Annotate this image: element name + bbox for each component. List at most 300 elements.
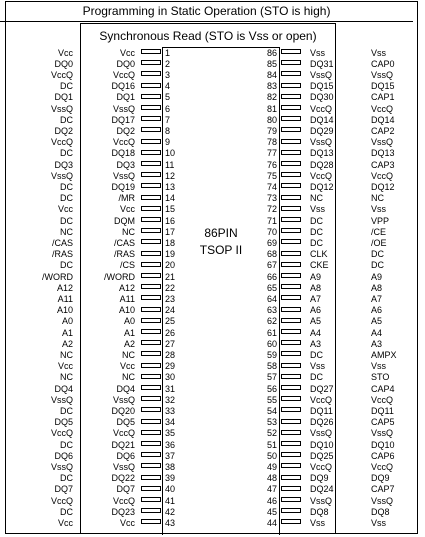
left-inner-label: DQ23 — [111, 506, 135, 517]
left-pin-number: 28 — [165, 349, 176, 360]
right-outer-label: /CE — [371, 226, 387, 237]
left-pin-lead — [141, 385, 161, 390]
right-pin-lead — [281, 83, 301, 88]
left-outer-label: A10 — [56, 305, 73, 316]
right-pin-lead — [281, 307, 301, 312]
right-pin-number: 67 — [266, 260, 277, 271]
right-pin-lead — [281, 329, 301, 334]
right-pin-number: 73 — [266, 193, 277, 204]
left-pin-number: 10 — [165, 148, 176, 159]
right-inner-label: A7 — [310, 293, 322, 304]
right-pin-number: 46 — [266, 495, 277, 506]
left-pin-lead — [141, 251, 161, 256]
left-inner-label: DQ7 — [116, 484, 135, 495]
right-pin-lead — [281, 486, 301, 491]
left-inner-label: NC — [122, 372, 135, 383]
right-inner-label: DC — [310, 226, 323, 237]
left-outer-label: VssQ — [50, 103, 73, 114]
right-pin-number: 65 — [266, 282, 277, 293]
right-pin-lead — [281, 363, 301, 368]
right-pin-number: 57 — [266, 372, 277, 383]
right-pin-number: 83 — [266, 81, 277, 92]
left-inner-label: /RAS — [113, 249, 135, 260]
right-outer-label: CAP1 — [371, 92, 395, 103]
left-pin-number: 36 — [165, 439, 176, 450]
right-outer-label: CAP6 — [371, 450, 395, 461]
left-pin-number: 3 — [165, 69, 171, 80]
right-inner-label: Vss — [310, 204, 326, 215]
right-pin-lead — [281, 239, 301, 244]
left-inner-label: VssQ — [112, 461, 135, 472]
right-pin-lead — [281, 183, 301, 188]
left-outer-label: DC — [60, 405, 73, 416]
left-inner-label: DQM — [114, 215, 135, 226]
right-outer-label: CAP2 — [371, 125, 395, 136]
left-inner-label: DQ22 — [111, 473, 135, 484]
left-pin-number: 13 — [165, 181, 176, 192]
left-outer-label: DQ1 — [54, 92, 73, 103]
left-pin-number: 24 — [165, 305, 176, 316]
left-pin-lead — [141, 262, 161, 267]
right-inner-label: VssQ — [310, 428, 333, 439]
left-pin-lead — [141, 60, 161, 65]
right-outer-label: STO — [371, 372, 390, 383]
right-outer-label: DQ14 — [371, 114, 395, 125]
left-outer-label: DQ6 — [54, 450, 73, 461]
right-inner-label: DQ12 — [310, 181, 334, 192]
left-outer-label: VssQ — [50, 461, 73, 472]
left-outer-label: /CAS — [51, 237, 73, 248]
right-inner-label: Vss — [310, 517, 326, 528]
left-inner-label: DQ5 — [116, 417, 135, 428]
left-pin-lead — [141, 183, 161, 188]
right-pin-lead — [281, 262, 301, 267]
left-pin-number: 37 — [165, 450, 176, 461]
right-pin-lead — [281, 284, 301, 289]
left-outer-label: DC — [60, 114, 73, 125]
left-pin-lead — [141, 396, 161, 401]
right-pin-number: 85 — [266, 58, 277, 69]
right-pin-number: 66 — [266, 271, 277, 282]
left-pin-lead — [141, 475, 161, 480]
right-pin-lead — [281, 497, 301, 502]
synchronous-read-title: Synchronous Read (STO is Vss or open) — [99, 29, 317, 43]
right-inner-label: CLK — [310, 249, 328, 260]
right-inner-label: VssQ — [310, 137, 333, 148]
right-inner-label: DQ9 — [310, 473, 329, 484]
right-outer-label: DQ15 — [371, 81, 395, 92]
right-inner-label: A5 — [310, 316, 322, 327]
right-outer-label: VssQ — [371, 137, 394, 148]
left-outer-label: DC — [60, 215, 73, 226]
right-inner-label: DQ15 — [310, 81, 334, 92]
left-inner-label: A10 — [118, 305, 135, 316]
right-inner-label: VccQ — [310, 394, 333, 405]
right-inner-label: DQ11 — [310, 405, 333, 416]
left-pin-lead — [141, 71, 161, 76]
right-pin-number: 62 — [266, 316, 277, 327]
left-outer-label: NC — [60, 349, 73, 360]
left-outer-label: DC — [60, 439, 73, 450]
left-pin-number: 23 — [165, 293, 176, 304]
left-pin-lead — [141, 94, 161, 99]
right-pin-lead — [281, 49, 301, 54]
right-inner-label: DQ13 — [310, 148, 334, 159]
right-pin-number: 58 — [266, 361, 277, 372]
right-pin-number: 75 — [266, 170, 277, 181]
right-inner-label: DQ26 — [310, 417, 334, 428]
right-inner-label: A4 — [310, 327, 322, 338]
right-pin-number: 51 — [266, 439, 277, 450]
right-pin-number: 52 — [266, 428, 277, 439]
left-pin-lead — [141, 139, 161, 144]
left-outer-label: Vcc — [57, 47, 73, 58]
left-pin-lead — [141, 318, 161, 323]
left-outer-label: NC — [60, 372, 73, 383]
left-pin-lead — [141, 83, 161, 88]
right-inner-label: DQ10 — [310, 439, 334, 450]
left-pin-lead — [141, 228, 161, 233]
right-pin-number: 45 — [266, 506, 277, 517]
right-pin-lead — [281, 228, 301, 233]
left-pin-lead — [141, 105, 161, 110]
diagram-title: Programming in Static Operation (STO is high) — [82, 4, 331, 18]
right-inner-label: DQ29 — [310, 125, 334, 136]
package-type: TSOP II — [199, 243, 243, 257]
left-pin-number: 31 — [165, 383, 176, 394]
left-outer-label: VccQ — [50, 428, 73, 439]
left-inner-label: A0 — [123, 316, 135, 327]
right-inner-label: VccQ — [310, 170, 333, 181]
right-pin-number: 53 — [266, 417, 277, 428]
right-pin-lead — [281, 351, 301, 356]
left-pin-lead — [141, 452, 161, 457]
right-outer-label: CAP0 — [371, 58, 395, 69]
right-pin-number: 68 — [266, 249, 277, 260]
right-outer-label: A7 — [371, 293, 383, 304]
right-outer-label: VPP — [371, 215, 390, 226]
right-inner-label: DC — [310, 237, 323, 248]
left-pin-lead — [141, 486, 161, 491]
right-outer-label: DQ9 — [371, 473, 390, 484]
right-inner-label: A6 — [310, 305, 322, 316]
right-pin-number: 60 — [266, 338, 277, 349]
right-pin-number: 49 — [266, 461, 277, 472]
left-pin-lead — [141, 161, 161, 166]
left-pin-number: 2 — [165, 58, 171, 69]
left-outer-label: A11 — [57, 293, 73, 304]
right-pin-number: 86 — [266, 47, 277, 58]
left-outer-label: DC — [60, 506, 73, 517]
left-outer-label: A12 — [56, 282, 73, 293]
left-outer-label: Vcc — [57, 204, 73, 215]
left-outer-label: A1 — [61, 327, 73, 338]
right-inner-label: DC — [310, 372, 323, 383]
right-inner-label: A8 — [310, 282, 322, 293]
left-inner-label: Vcc — [119, 204, 135, 215]
left-inner-label: Vcc — [119, 517, 135, 528]
left-inner-label: /CS — [119, 260, 135, 271]
left-inner-label: DQ1 — [116, 92, 135, 103]
left-inner-label: VssQ — [112, 103, 135, 114]
left-pin-lead — [141, 307, 161, 312]
right-pin-number: 56 — [266, 383, 277, 394]
left-inner-label: NC — [122, 226, 135, 237]
right-outer-label: Vss — [371, 361, 387, 372]
left-outer-label: /RAS — [51, 249, 73, 260]
right-outer-label: DQ13 — [371, 148, 395, 159]
left-inner-label: NC — [122, 349, 135, 360]
right-outer-label: A3 — [371, 338, 383, 349]
right-pin-lead — [281, 172, 301, 177]
right-outer-label: VccQ — [371, 103, 394, 114]
left-pin-lead — [141, 195, 161, 200]
right-pin-lead — [281, 139, 301, 144]
left-pin-number: 5 — [165, 92, 171, 103]
right-pin-number: 47 — [266, 484, 277, 495]
left-inner-label: DQ16 — [111, 81, 135, 92]
right-pin-lead — [281, 127, 301, 132]
left-pin-number: 41 — [165, 495, 176, 506]
right-inner-label: Vss — [310, 361, 326, 372]
right-inner-label: VccQ — [310, 461, 333, 472]
right-pin-lead — [281, 251, 301, 256]
right-outer-label: CAP7 — [371, 484, 395, 495]
right-inner-label: A3 — [310, 338, 322, 349]
left-outer-label: DQ2 — [54, 125, 73, 136]
left-pin-lead — [141, 273, 161, 278]
left-inner-label: DQ20 — [111, 405, 135, 416]
left-outer-label: VccQ — [50, 495, 73, 506]
right-pin-lead — [281, 94, 301, 99]
right-inner-label: DQ14 — [310, 114, 334, 125]
right-pin-lead — [281, 161, 301, 166]
left-pin-lead — [141, 172, 161, 177]
right-pin-number: 79 — [266, 125, 277, 136]
left-pin-number: 38 — [165, 461, 176, 472]
right-outer-label: DQ11 — [371, 405, 394, 416]
right-pin-lead — [281, 419, 301, 424]
right-outer-label: CAP3 — [371, 159, 395, 170]
right-pin-number: 44 — [266, 517, 277, 528]
left-pin-lead — [141, 430, 161, 435]
right-pin-lead — [281, 430, 301, 435]
right-outer-label: Vss — [371, 517, 387, 528]
right-pin-lead — [281, 195, 301, 200]
right-pin-number: 55 — [266, 394, 277, 405]
right-outer-label: NC — [371, 193, 384, 204]
left-outer-label: VssQ — [50, 170, 73, 181]
right-pin-number: 82 — [266, 92, 277, 103]
right-inner-label: VccQ — [310, 103, 333, 114]
right-inner-label: DQ28 — [310, 159, 334, 170]
left-inner-label: VssQ — [112, 170, 135, 181]
left-pin-lead — [141, 206, 161, 211]
left-pin-number: 29 — [165, 361, 176, 372]
right-pin-lead — [281, 508, 301, 513]
left-inner-label: DQ0 — [116, 58, 135, 69]
right-pin-lead — [281, 374, 301, 379]
left-pin-number: 35 — [165, 428, 176, 439]
right-outer-label: VssQ — [371, 69, 394, 80]
left-inner-label: A12 — [118, 282, 135, 293]
right-outer-label: Vss — [371, 204, 387, 215]
right-pin-number: 78 — [266, 137, 277, 148]
left-inner-label: Vcc — [119, 47, 135, 58]
right-inner-label: DQ27 — [310, 383, 334, 394]
title-divider — [0, 21, 413, 22]
right-pin-lead — [281, 396, 301, 401]
left-inner-label: VssQ — [112, 394, 135, 405]
right-pin-number: 81 — [266, 103, 277, 114]
right-inner-label: VssQ — [310, 69, 333, 80]
left-pin-number: 20 — [165, 260, 176, 271]
right-inner-label: DQ8 — [310, 506, 329, 517]
right-pin-lead — [281, 71, 301, 76]
left-outer-label: DC — [60, 181, 73, 192]
right-outer-label: DC — [371, 260, 384, 271]
left-inner-label: A11 — [119, 293, 135, 304]
left-pin-number: 18 — [165, 237, 176, 248]
right-pin-lead — [281, 217, 301, 222]
right-pin-lead — [281, 452, 301, 457]
right-pin-lead — [281, 385, 301, 390]
left-pin-number: 42 — [165, 506, 176, 517]
left-outer-label: DQ3 — [54, 159, 73, 170]
right-pin-number: 63 — [266, 305, 277, 316]
right-pin-number: 48 — [266, 473, 277, 484]
left-outer-label: DC — [60, 148, 73, 159]
left-inner-label: DQ17 — [111, 114, 135, 125]
left-pin-lead — [141, 351, 161, 356]
right-outer-label: VccQ — [371, 394, 394, 405]
left-pin-number: 11 — [165, 159, 175, 170]
left-outer-label: NC — [60, 226, 73, 237]
right-pin-number: 64 — [266, 293, 277, 304]
left-inner-label: VccQ — [112, 137, 135, 148]
left-inner-label: DQ6 — [116, 450, 135, 461]
left-outer-label: DC — [60, 81, 73, 92]
right-pin-number: 71 — [266, 215, 277, 226]
left-outer-label: VssQ — [50, 394, 73, 405]
left-inner-label: DQ4 — [116, 383, 135, 394]
left-outer-label: Vcc — [57, 361, 73, 372]
left-pin-lead — [141, 363, 161, 368]
left-outer-label: DQ4 — [54, 383, 73, 394]
right-pin-number: 74 — [266, 181, 277, 192]
right-outer-label: CAP4 — [371, 383, 395, 394]
left-pin-number: 16 — [165, 215, 176, 226]
left-inner-label: /WORD — [104, 271, 135, 282]
left-pin-lead — [141, 217, 161, 222]
left-pin-lead — [141, 295, 161, 300]
right-pin-number: 77 — [266, 148, 277, 159]
right-pin-number: 76 — [266, 159, 277, 170]
right-pin-lead — [281, 105, 301, 110]
right-pin-number: 50 — [266, 450, 277, 461]
right-inner-label: NC — [310, 193, 323, 204]
left-pin-number: 40 — [165, 484, 176, 495]
right-inner-label: DQ24 — [310, 484, 334, 495]
left-pin-lead — [141, 419, 161, 424]
right-pin-lead — [281, 475, 301, 480]
left-inner-label: /CAS — [113, 237, 135, 248]
left-pin-lead — [141, 497, 161, 502]
right-inner-label: DC — [310, 215, 323, 226]
right-pin-lead — [281, 441, 301, 446]
left-outer-label: DC — [60, 193, 73, 204]
right-pin-lead — [281, 116, 301, 121]
right-outer-label: DQ8 — [371, 506, 390, 517]
right-outer-label: A9 — [371, 271, 383, 282]
right-pin-lead — [281, 407, 301, 412]
left-pin-lead — [141, 340, 161, 345]
left-inner-label: DQ3 — [116, 159, 135, 170]
right-inner-label: VssQ — [310, 495, 333, 506]
left-pin-number: 34 — [165, 417, 176, 428]
left-pin-lead — [141, 116, 161, 121]
left-pin-number: 7 — [165, 114, 171, 125]
right-outer-label: /OE — [371, 237, 387, 248]
right-outer-label: CAP5 — [371, 417, 395, 428]
left-pin-number: 8 — [165, 125, 171, 136]
right-inner-label: A9 — [310, 271, 322, 282]
right-pin-number: 72 — [266, 204, 277, 215]
right-inner-label: DC — [310, 349, 323, 360]
left-pin-number: 17 — [165, 226, 176, 237]
left-inner-label: Vcc — [119, 361, 135, 372]
left-outer-label: VccQ — [50, 137, 73, 148]
left-pin-lead — [141, 407, 161, 412]
left-pin-number: 14 — [165, 193, 176, 204]
package-pin-count: 86PIN — [204, 226, 238, 240]
right-inner-label: CKE — [310, 260, 329, 271]
left-pin-lead — [141, 463, 161, 468]
left-outer-label: DQ5 — [54, 417, 73, 428]
left-pin-number: 33 — [165, 405, 176, 416]
right-outer-label: VccQ — [371, 170, 394, 181]
right-pin-number: 70 — [266, 226, 277, 237]
left-outer-label: /WORD — [42, 271, 73, 282]
left-inner-label: VccQ — [112, 495, 135, 506]
right-pin-lead — [281, 318, 301, 323]
left-pin-lead — [141, 239, 161, 244]
left-outer-label: A2 — [61, 338, 73, 349]
right-pin-lead — [281, 340, 301, 345]
left-inner-label: VccQ — [112, 69, 135, 80]
left-pin-number: 22 — [165, 282, 176, 293]
left-pin-number: 19 — [165, 249, 176, 260]
left-outer-label: DQ7 — [54, 484, 73, 495]
left-pin-number: 4 — [165, 81, 171, 92]
right-pin-number: 80 — [266, 114, 277, 125]
right-pin-number: 69 — [266, 237, 277, 248]
left-pin-number: 30 — [165, 372, 176, 383]
left-pin-number: 12 — [165, 170, 176, 181]
left-pin-number: 43 — [165, 517, 176, 528]
right-inner-label: Vss — [310, 47, 326, 58]
left-inner-label: /MR — [118, 193, 135, 204]
left-inner-label: DQ2 — [116, 125, 135, 136]
right-outer-label: A5 — [371, 316, 383, 327]
right-pin-lead — [281, 60, 301, 65]
left-inner-label: A2 — [123, 338, 135, 349]
right-outer-label: AMPX — [371, 349, 397, 360]
left-pin-number: 26 — [165, 327, 176, 338]
right-outer-label: Vss — [371, 47, 387, 58]
left-pin-number: 15 — [165, 204, 176, 215]
left-pin-number: 27 — [165, 338, 176, 349]
